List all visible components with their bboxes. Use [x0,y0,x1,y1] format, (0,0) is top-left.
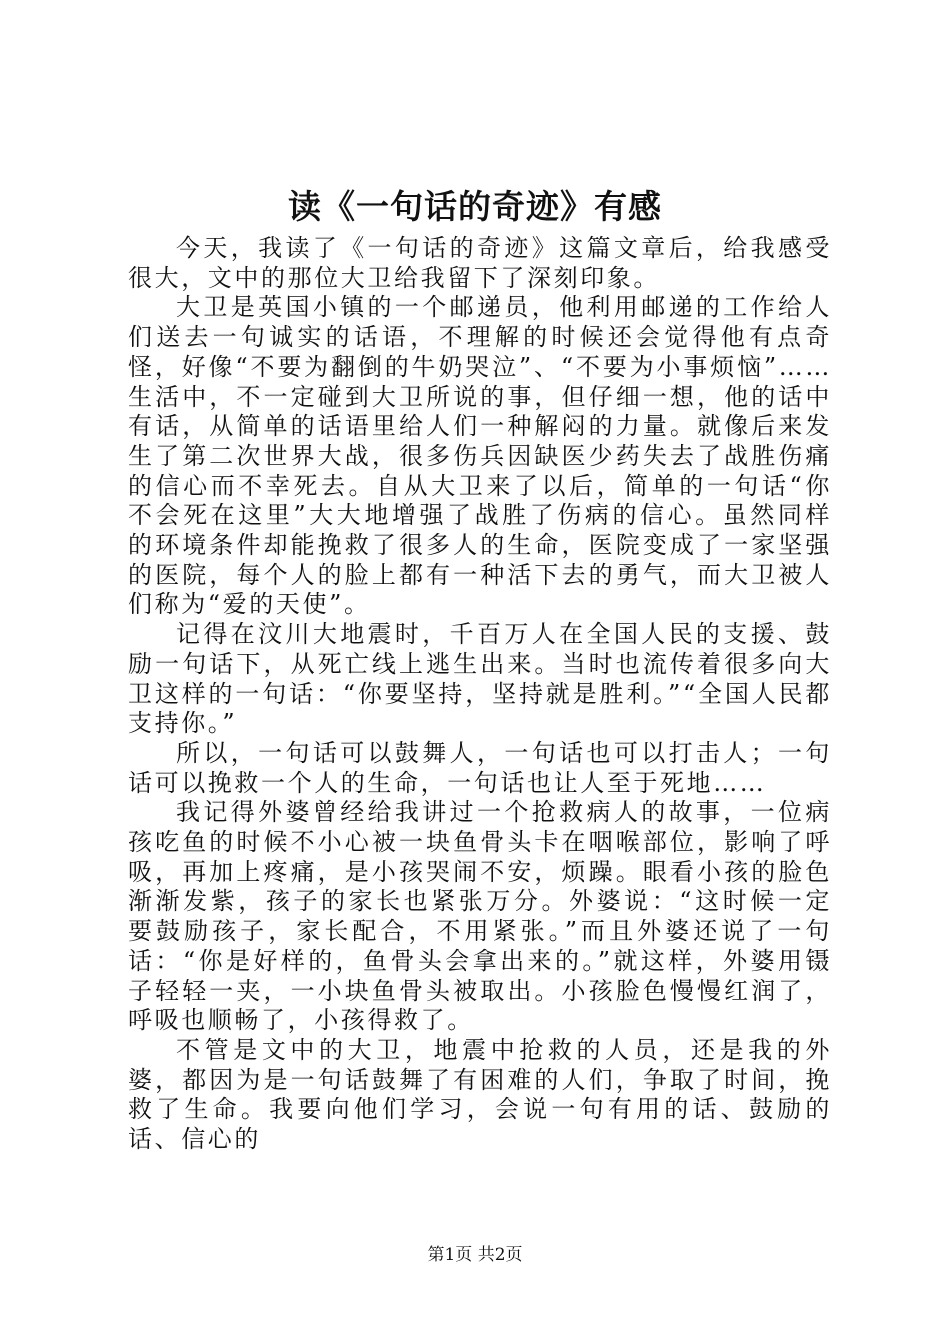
paragraph-4: 所以，一句话可以鼓舞人，一句话也可以打击人；一句话可以挽救一个人的生命，一句话也让人至于死地…… [128,738,832,797]
page-footer: 第1页 共2页 [427,1245,523,1265]
paragraph-3: 记得在汶川大地震时，千百万人在全国人民的支援、鼓励一句话下，从死亡线上逃生出来。当时也流传着很多向大卫这样的一句话：“你要坚持，坚持就是胜利。”“全国人民都支持你。” [128,620,832,738]
paragraph-5: 我记得外婆曾经给我讲过一个抢救病人的故事，一位病孩吃鱼的时候不小心被一块鱼骨头卡在咽喉部位，影响了呼吸，再加上疼痛，是小孩哭闹不安，烦躁。眼看小孩的脸色渐渐发紫，孩子的家长也紧张万分。外婆说：“这时候一定要鼓励孩子，家长配合，不用紧张。”而且外婆还说了一句话：“你是好样的，鱼骨头会拿出来的。”就这样，外婆用镊子轻轻一夹，一小块鱼骨头被取出。小孩脸色慢慢红润了，呼吸也顺畅了，小孩得救了。 [128,798,832,1035]
paragraph-1: 今天，我读了《一句话的奇迹》这篇文章后，给我感受很大，文中的那位大卫给我留下了深刻印象。 [128,234,832,292]
paragraph-6: 不管是文中的大卫，地震中抢救的人员，还是我的外婆，都因为是一句话鼓舞了有困难的人们，争取了时间，挽救了生命。我要向他们学习，会说一句有用的话、鼓励的话、信心的 [128,1035,832,1154]
paragraph-2: 大卫是英国小镇的一个邮递员，他利用邮递的工作给人们送去一句诚实的话语，不理解的时候还会觉得他有点奇怪，好像“不要为翻倒的牛奶哭泣”、“不要为小事烦恼”……生活中，不一定碰到大卫所说的事，但仔细一想，他的话中有话，从简单的话语里给人们一种解闷的力量。就像后来发生了第二次世界大战，很多伤兵因缺医少药失去了战胜伤痛的信心而不幸死去。自从大卫来了以后，简单的一句话“你不会死在这里”大大地增强了战胜了伤病的信心。虽然同样的环境条件却能挽救了很多人的生命，医院变成了一家坚强的医院，每个人的脸上都有一种活下去的勇气，而大卫被人们称为“爱的天使”。 [128,293,832,619]
document-body [128,234,832,1155]
document-title: 读《一句话的奇迹》有感 [288,187,662,226]
